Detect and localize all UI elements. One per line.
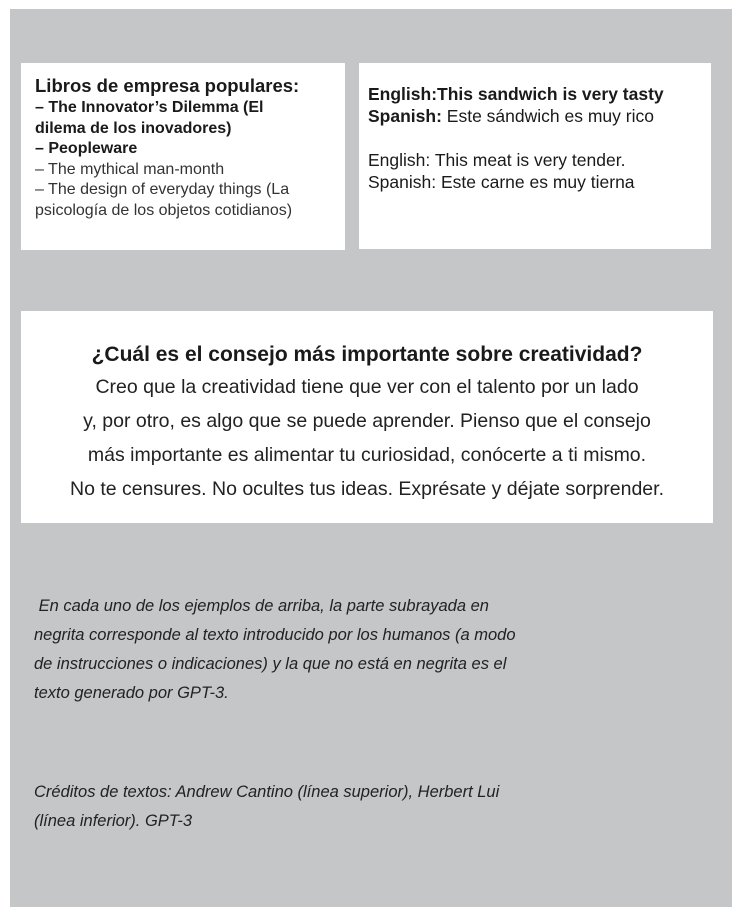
english-text: This sandwich is very tasty — [437, 84, 664, 104]
creativity-answer-line: más importante es alimentar tu curiosidad, conócerte a ti mismo. — [87, 444, 647, 466]
english-label: English: — [368, 150, 431, 170]
spanish-text: Este carne es muy tierna — [440, 172, 635, 192]
translation-line — [368, 105, 711, 127]
credits-line: Créditos de textos: Andrew Cantino (línea superior), Herbert Lui — [34, 783, 500, 801]
creativity-answer-line: y, por otro, es algo que se puede aprender. Pienso que el consejo — [83, 410, 651, 432]
explanation-note — [34, 592, 516, 708]
books-card — [21, 63, 345, 250]
creativity-answer-line: Creo que la creatividad tiene que ver con el talento por un lado — [95, 376, 639, 398]
translation-gap — [368, 127, 711, 149]
translation-line — [368, 83, 711, 105]
explanation-line: texto generado por GPT-3. — [34, 684, 229, 702]
spanish-label: Spanish: — [368, 172, 437, 192]
credits-note — [34, 778, 499, 836]
book-item: – The design of everyday things (La — [35, 181, 290, 198]
gray-panel — [10, 9, 732, 907]
book-item: – The mythical man-month — [35, 160, 225, 178]
book-item: – Peopleware — [35, 140, 138, 157]
books-title: Libros de empresa populares: — [35, 75, 300, 96]
translation-card — [359, 63, 711, 249]
english-text: This meat is very tender. — [434, 150, 626, 170]
book-item: – The Innovator’s Dilemma (El — [35, 99, 264, 116]
explanation-line: negrita corresponde al texto introducido por los humanos (a modo — [34, 626, 516, 644]
english-label: English: — [368, 84, 438, 104]
creativity-answer-line: No te censures. No ocultes tus ideas. Exprésate y déjate sorprender. — [70, 478, 664, 500]
translation-line — [368, 149, 711, 171]
translation-line — [368, 171, 711, 193]
book-item: dilema de los inovadores) — [35, 119, 232, 137]
spanish-text: Este sándwich es muy rico — [446, 106, 654, 126]
explanation-line: de instrucciones o indicaciones) y la que no está en negrita es el — [34, 655, 507, 673]
creativity-card — [21, 311, 713, 523]
credits-line: (línea inferior). GPT-3 — [34, 812, 193, 830]
creativity-question: ¿Cuál es el consejo más importante sobre creatividad? — [91, 343, 643, 366]
spanish-label: Spanish: — [368, 106, 442, 126]
book-item: psicología de los objetos cotidianos) — [35, 201, 293, 219]
explanation-line: En cada uno de los ejemplos de arriba, la parte subrayada en — [34, 597, 489, 615]
